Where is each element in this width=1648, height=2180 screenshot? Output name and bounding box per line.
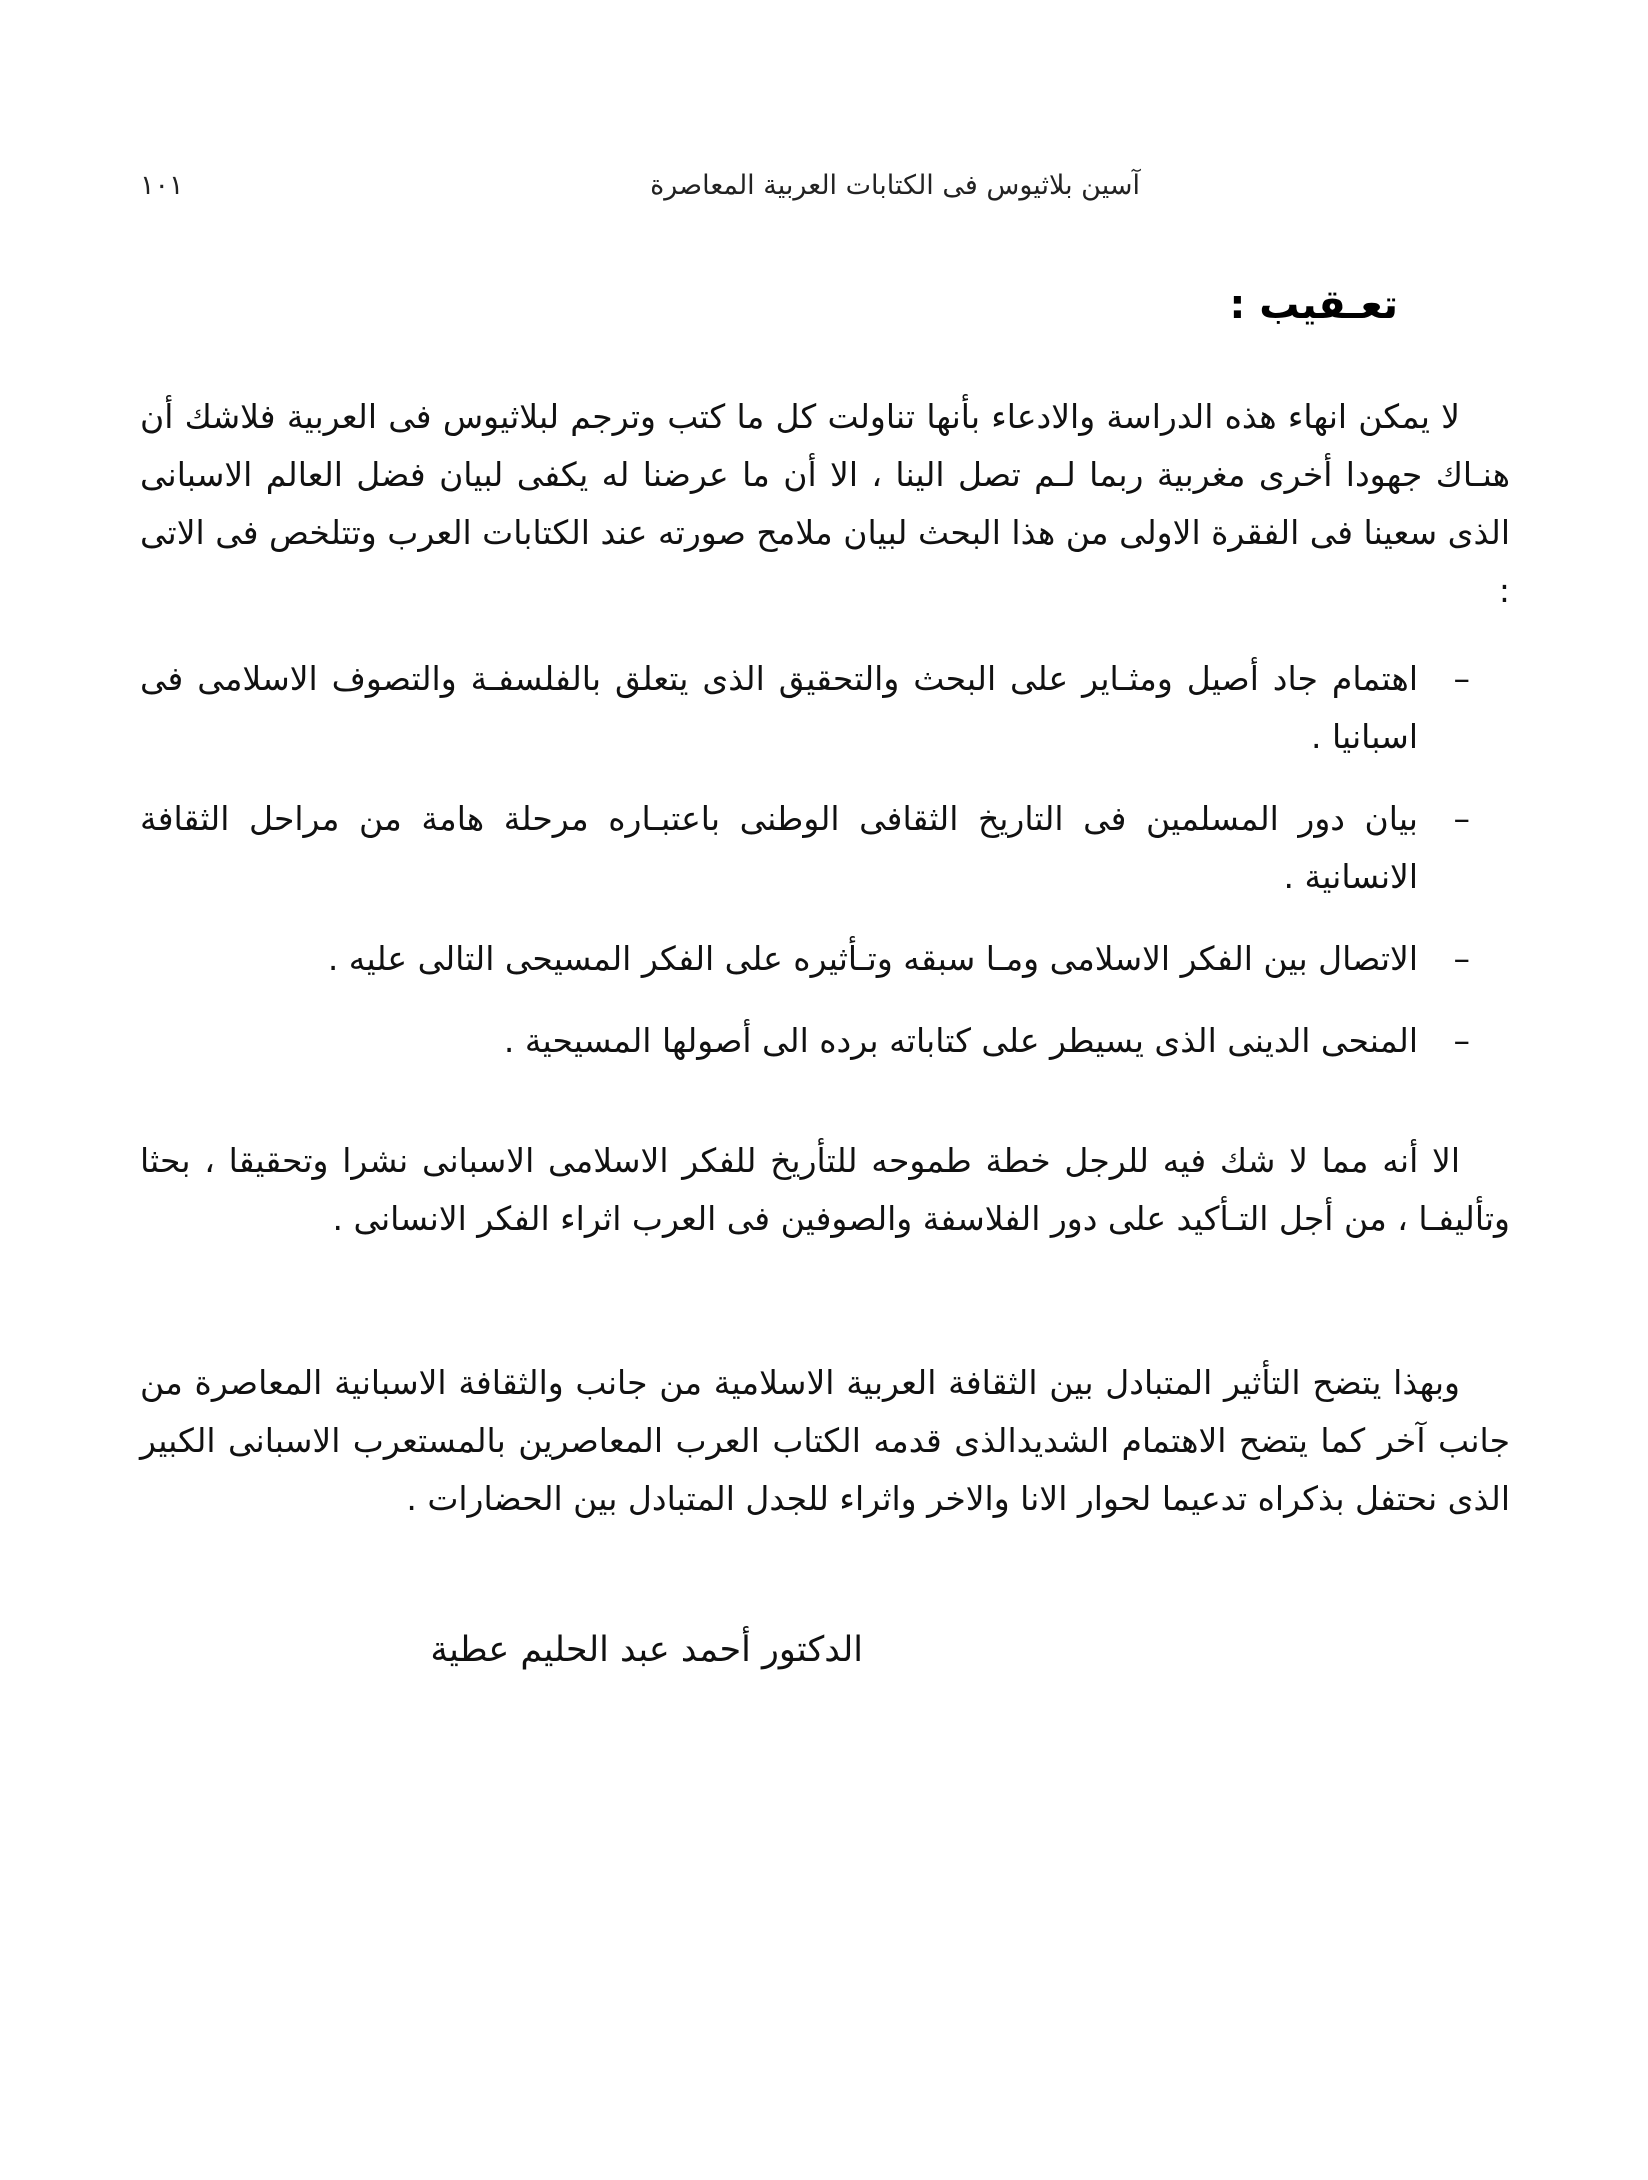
dash-marker: – [1453, 1021, 1470, 1060]
dash-marker: – [1453, 939, 1470, 978]
list-item [140, 790, 1510, 906]
section-heading: تعـقيب : [1229, 282, 1398, 328]
list-item [140, 930, 1510, 988]
running-header [130, 170, 1140, 220]
summary-list [140, 650, 1510, 1070]
list-item [140, 1012, 1510, 1070]
continuation-paragraph: الا أنه مما لا شك فيه للرجل خطة طموحه للتأريخ للفكر الاسلامى الاسبانى نشرا وتحقيقا ، بحثا وتأليفـا ، من أجل التـأكيد على دور الفلاسفة والصوفين فى العرب اثراء الفكر الانسانى . [140, 1141, 1510, 1238]
running-title: آسين بلاثيوس فى الكتابات العربية المعاصرة [650, 170, 1140, 201]
list-item-text: بيان دور المسلمين فى التاريخ الثقافى الوطنى باعتبـاره مرحلة هامة من مراحل الثقافة الانسانية . [140, 799, 1418, 896]
intro-paragraph: لا يمكن انهاء هذه الدراسة والادعاء بأنها تناولت كل ما كتب وترجم لبلاثيوس فى العربية فلاشك أن هنـاك جهودا أخرى مغربية ربما لـم تصل الينا ، الا أن ما عرضنا له يكفى لبيان فضل العالم الاسبانى الذى سعينا فى الفقرة الاولى من هذا البحث لبيان ملامح صورته عند الكتابات العرب وتتلخص فى الاتى : [140, 397, 1510, 610]
author-signature: الدكتور أحمد عبد الحليم عطية [430, 1630, 863, 1670]
conclusion-paragraph: وبهذا يتضح التأثير المتبادل بين الثقافة العربية الاسلامية من جانب والثقافة الاسبانية المعاصرة من جانب آخر كما يتضح الاهتمام الشديدالذى قدمه الكتاب العرب المعاصرين بالمستعرب الاسبانى الكبير الذى نحتفل بذكراه تدعيما لحوار الانا والاخر واثراء للجدل المتبادل بين الحضارات . [140, 1363, 1510, 1518]
list-item-text: المنحى الدينى الذى يسيطر على كتاباته برده الى أصولها المسيحية . [503, 1021, 1418, 1060]
list-item-text: الاتصال بين الفكر الاسلامى ومـا سبقه وتـأثيره على الفكر المسيحى التالى عليه . [327, 939, 1418, 978]
list-item [140, 650, 1510, 766]
list-item-text: اهتمام جاد أصيل ومثـاير على البحث والتحقيق الذى يتعلق بالفلسفـة والتصوف الاسلامى فى اسبانيا . [140, 659, 1418, 756]
dash-marker: – [1453, 659, 1470, 698]
dash-marker: – [1453, 799, 1470, 838]
page-number: ١٠١ [140, 170, 184, 201]
